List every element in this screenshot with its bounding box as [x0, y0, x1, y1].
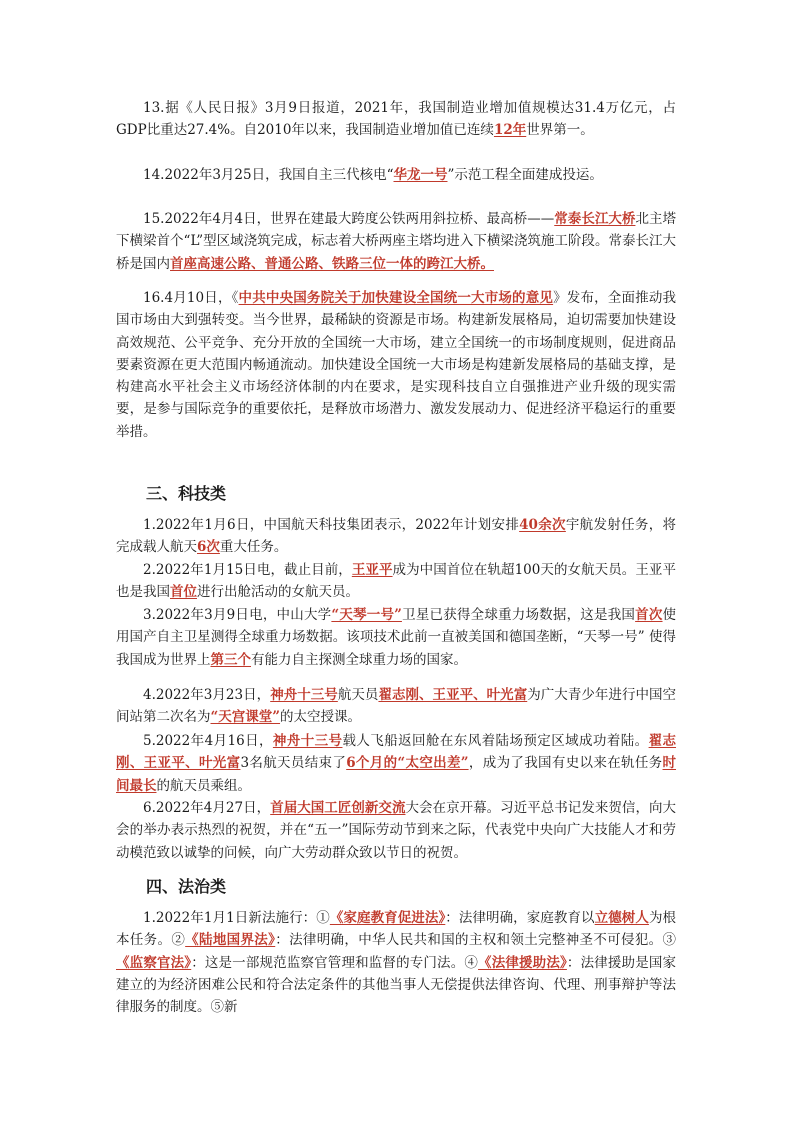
text-run: 北主塔下横梁首个“L”型区域浇筑完成，标志着大桥两座主塔均进入下横梁浇筑施工阶段。常泰长江大桥是国内 — [116, 211, 677, 272]
text-run: 重大任务。 — [219, 539, 288, 556]
text-run: ，成为了我国有史以来在轨任务 — [468, 755, 663, 772]
text-run: ：法律援助是国家建立的为经济困难公民和符合法定条件的其他当事人无偿提供法律咨询、代理、刑事辩护等法律服务的制度。⑤新 — [116, 954, 677, 1016]
highlighted-term: 常泰长江大桥 — [554, 211, 636, 227]
highlighted-term: 40余次 — [519, 517, 566, 533]
text-run: 卫星已获得全球重力场数据，这是我国 — [401, 607, 636, 623]
paragraph-item-15 — [116, 208, 676, 275]
paragraph-tech-2 — [116, 559, 676, 604]
highlighted-term: 《家庭教育促进法》 — [329, 910, 446, 926]
text-run: 使用国产自主卫星测得全球重力场数据。该项技术此前一直被美国和德国垄断，“天琴一号” 使得我国成为世界上 — [116, 607, 677, 668]
text-run: 为根本任务。② — [116, 910, 677, 949]
highlighted-term: 6次 — [197, 539, 220, 556]
highlighted-term: 6个月的“太空出差” — [346, 755, 469, 772]
text-run: 1.2022年1月6日，中国航天科技集团表示，2022年计划安排 — [143, 517, 520, 533]
highlighted-term: 《监察官法》 — [116, 954, 192, 971]
highlighted-term: 《法律援助法》 — [478, 954, 567, 971]
highlighted-term: 首届大国工匠创新交流 — [270, 800, 406, 816]
section-heading-tech: 三、科技类 — [146, 484, 227, 503]
paragraph-item-14 — [116, 164, 676, 186]
text-run: 13.据《人民日报》3月9日报道，2021年，我国制造业增加值规模达31.4万亿元，占GDP比重达27.4%。自2010年以来，我国制造业增加值已连续 — [116, 100, 676, 139]
text-run: 成为中国首位在轨超100天的女航天员。王亚平也是我国 — [116, 562, 676, 601]
highlighted-term: 神舟十三号 — [272, 733, 343, 749]
text-run: 的航天员乘组。 — [156, 777, 251, 794]
text-run: 14.2022年3月25日，我国自主三代核电“ — [143, 167, 394, 183]
text-run: 为广大青少年进行中国空间站第二次名为 — [116, 687, 677, 726]
paragraph-law-1 — [116, 907, 676, 1018]
highlighted-term: “天琴一号” — [331, 607, 402, 623]
text-run: 世界第一。 — [526, 122, 594, 139]
text-run: 6.2022年4月27日， — [143, 800, 271, 816]
paragraph-tech-3 — [116, 604, 676, 671]
text-run: 1.2022年1月1日新法施行：① — [143, 910, 330, 926]
text-run: ：法律明确，家庭教育以 — [445, 910, 595, 926]
highlighted-term: 首位 — [170, 584, 197, 601]
highlighted-term: 时间最长 — [116, 755, 677, 794]
highlighted-term: 第三个 — [210, 651, 251, 668]
text-run: 载人飞船返回舱在东风着陆场预定区域成功着陆。 — [342, 733, 649, 749]
text-run: 5.2022年4月16日， — [143, 733, 273, 749]
highlighted-term: 首次 — [635, 607, 663, 623]
highlighted-term: 首座高速公路、普通公路、铁路三位一体的跨江大桥。 — [170, 255, 494, 272]
text-run: ”示范工程全面建成投运。 — [447, 167, 603, 183]
text-run: 大会在京开幕。习近平总书记发来贺信，向大会的举办表示热烈的祝贺，并在“五一”国际劳动节到来之际，代表党中央向广大技能人才和劳动模范致以诚挚的问候，向广大劳动群众致以节日的祝贺。 — [116, 800, 677, 861]
text-run: 有能力自主探测全球重力场的国家。 — [251, 651, 467, 668]
text-run: 的太空授课。 — [280, 709, 362, 726]
highlighted-term: 翟志刚、王亚平、叶光富 — [378, 687, 528, 703]
highlighted-term: 12年 — [493, 122, 527, 139]
text-run: ：这是一部规范监察官管理和监督的专门法。④ — [191, 954, 479, 971]
text-run: ：法律明确，中华人民共和国的主权和领土完整神圣不可侵犯。③ — [275, 932, 677, 949]
highlighted-term: “天宫课堂” — [210, 709, 281, 726]
highlighted-term: 中共中央国务院关于加快建设全国统一大市场的意见 — [238, 290, 554, 306]
highlighted-term: 《陆地国界法》 — [185, 932, 276, 949]
paragraph-tech-1 — [116, 514, 676, 559]
paragraph-item-13 — [116, 97, 676, 142]
highlighted-term: 华龙一号 — [393, 167, 448, 183]
text-run: 》发布，全面推动我国市场由大到强转变。当今世界，最稀缺的资源是市场。构建新发展格局，迫切需要加快建设高效规范、公平竞争、充分开放的全国统一大市场，建立全国统一的市场制度规则，促进商品要素资源在更大范围内畅通流动。加快建设全国统一大市场是构建新发展格局的基础支撑，是构建高水平社会主义市场经济体制的内在要求，是实现科技自立自强推进产业升级的现实需要，是参与国际竞争的重要依托，是释放市场潜力、激发发展动力、促进经济平稳运行的重要举措。 — [116, 290, 676, 440]
text-run: 宇航发射任务，将完成载人航天 — [116, 517, 677, 556]
text-run: 15.2022年4月4日，世界在建最大跨度公铁两用斜拉桥、最高桥—— — [143, 211, 555, 227]
highlighted-term: 立德树人 — [594, 910, 649, 926]
highlighted-term: 神舟十三号 — [270, 687, 338, 703]
text-run: 3名航天员结束了 — [240, 755, 347, 772]
section-heading-law: 四、法治类 — [146, 877, 227, 896]
text-run: 航天员 — [337, 687, 379, 703]
text-run: 进行出舱活动的女航天员。 — [197, 584, 359, 601]
text-run: 3.2022年3月9日电，中山大学 — [143, 607, 332, 623]
highlighted-term: 王亚平 — [351, 562, 393, 578]
highlighted-term: 翟志刚、王亚平、叶光富 — [116, 733, 677, 772]
paragraph-tech-6 — [116, 797, 676, 864]
text-run: 4.2022年3月23日， — [143, 687, 271, 703]
paragraph-item-16 — [116, 287, 676, 443]
paragraph-tech-4 — [116, 684, 676, 729]
text-run: 2.2022年1月15日电，截止目前， — [143, 562, 352, 578]
text-run: 16.4月10日，《 — [143, 290, 239, 306]
paragraph-tech-5 — [116, 730, 676, 797]
